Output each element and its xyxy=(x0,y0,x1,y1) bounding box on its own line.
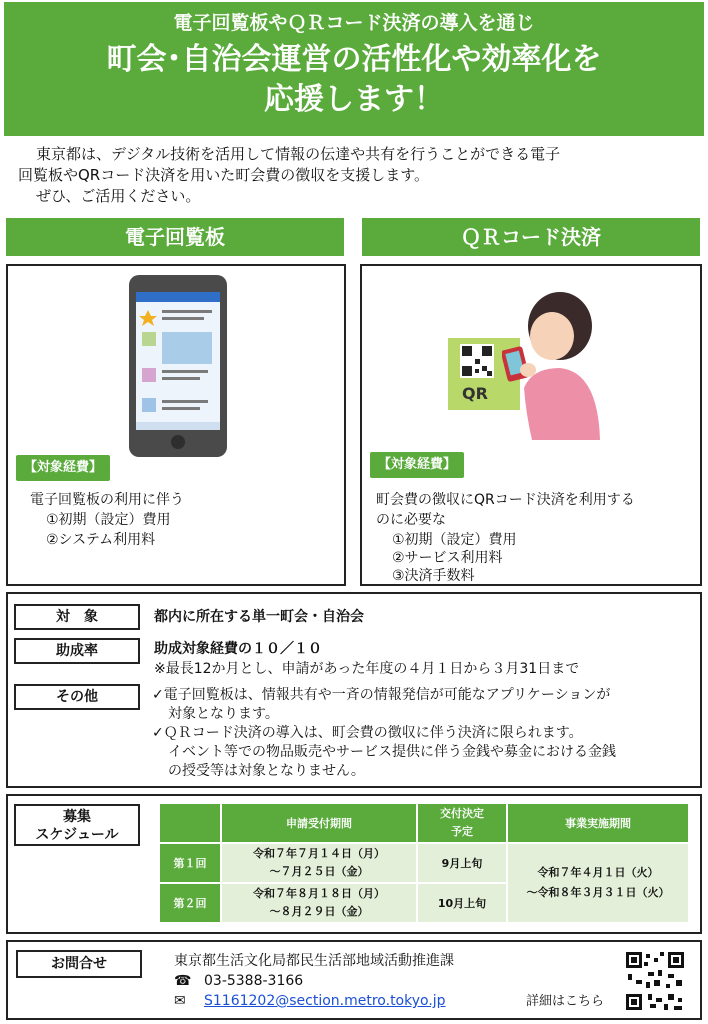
qr-code-icon xyxy=(460,344,494,378)
circular-expense-intro: 電子回覧板の利用に伴う xyxy=(30,492,184,508)
qr-panel xyxy=(360,264,702,586)
target-expense-tag: 【対象経費】 xyxy=(16,455,110,481)
row-1-name: 第１回 xyxy=(159,843,221,883)
row-2-application-start: 令和７年８月１８日（月） xyxy=(253,887,385,900)
project-period-end: ～令和８年３月３１日（火） xyxy=(526,886,670,899)
other-note-2a: ✓ＱＲコード決済の導入は、町会費の徴収に伴う決済に限られます。 xyxy=(152,725,583,741)
schedule-label-line2: スケジュール xyxy=(35,827,119,843)
other-note-1b: 対象となります。 xyxy=(168,706,279,722)
header-title-2: 応援します！ xyxy=(264,82,444,117)
row-2-decision: 10月上旬 xyxy=(417,883,507,923)
schedule-label-line1: 募集 xyxy=(63,809,91,825)
row-2-application-end: ～８月２９日（金） xyxy=(269,905,369,918)
row-2-name: 第２回 xyxy=(159,883,221,923)
section-title-circular: 電子回覧板 xyxy=(6,218,344,256)
circular-expense-1: ①初期（設定）費用 xyxy=(46,512,171,528)
schedule-label xyxy=(14,804,140,846)
header-title: 町会･自治会運営の活性化や効率化を xyxy=(106,42,602,77)
contact-email-link[interactable]: S1161202@section.metro.tokyo.jp xyxy=(204,993,446,1009)
woman-scanning-illustration xyxy=(502,284,606,440)
qr-sign-label: QR xyxy=(462,384,488,403)
col-decision-line1: 交付決定 xyxy=(440,807,484,820)
mail-icon: ✉ xyxy=(174,993,186,1009)
section-title-qr: ＱＲコード決済 xyxy=(362,218,700,256)
contact-phone: 03-5388-3166 xyxy=(204,973,304,989)
qr-expense-1: ①初期（設定）費用 xyxy=(392,532,517,548)
other-note-2c: の授受等は対象となりません。 xyxy=(168,763,365,779)
header-banner xyxy=(4,2,704,136)
target-expense-tag-qr: 【対象経費】 xyxy=(370,452,464,478)
contact-department: 東京都生活文化局都民生活部地域活動推進課 xyxy=(174,953,454,969)
row-1-application-end: ～７月２５日（金） xyxy=(269,865,369,878)
qr-expense-3: ③決済手数料 xyxy=(392,568,475,584)
project-period-start: 令和７年４月１日（火） xyxy=(537,866,659,879)
other-label: その他 xyxy=(14,684,140,710)
row-2-application xyxy=(221,883,417,923)
circular-panel xyxy=(6,264,346,586)
qr-expense-intro-2: のに必要な xyxy=(376,512,446,528)
other-note-2b: イベント等での物品販売やサービス提供に伴う金銭や募金における金銭 xyxy=(168,744,616,760)
details-qr-code-icon[interactable] xyxy=(624,950,686,1012)
col-application: 申請受付期間 xyxy=(221,803,417,843)
col-decision xyxy=(417,803,507,843)
details-label: 詳細はこちら xyxy=(526,994,605,1009)
row-1-decision: 9月上旬 xyxy=(417,843,507,883)
target-label: 対 象 xyxy=(14,604,140,630)
schedule-box xyxy=(6,794,702,934)
col-decision-line2: 予定 xyxy=(451,825,473,838)
circular-expense-2: ②システム利用料 xyxy=(46,532,156,548)
schedule-corner xyxy=(159,803,221,843)
smartphone-illustration xyxy=(128,274,228,458)
row-1-application-start: 令和７年７月１４日（月） xyxy=(253,847,385,860)
schedule-table xyxy=(158,802,690,924)
header-subtitle: 電子回覧板やＱＲコード決済の導入を通じ xyxy=(173,12,535,34)
rate-note: ※最長12か月とし、申請があった年度の４月１日から３月31日まで xyxy=(154,661,580,677)
project-period xyxy=(507,843,689,923)
conditions-box xyxy=(6,592,702,788)
target-value: 都内に所在する単一町会・自治会 xyxy=(154,609,364,625)
row-1-application xyxy=(221,843,417,883)
col-period: 事業実施期間 xyxy=(507,803,689,843)
other-note-1a: ✓電子回覧板は、情報共有や一斉の情報発信が可能なアプリケーションが xyxy=(152,687,611,703)
intro-line-3: ぜひ、ご活用ください。 xyxy=(36,187,201,205)
contact-label: お問合せ xyxy=(16,950,142,978)
intro-line-2: 回覧板やQRコード決済を用いた町会費の徴収を支援します。 xyxy=(18,166,430,184)
qr-expense-intro-1: 町会費の徴収にQRコード決済を利用する xyxy=(376,492,635,508)
rate-value: 助成対象経費の１０／１０ xyxy=(154,641,322,657)
rate-label: 助成率 xyxy=(14,638,140,664)
qr-expense-2: ②サービス利用料 xyxy=(392,550,503,566)
contact-box xyxy=(6,940,702,1020)
intro-line-1: 東京都は、デジタル技術を活用して情報の伝達や共有を行うことができる電子 xyxy=(36,145,561,163)
phone-icon: ☎ xyxy=(174,973,192,989)
